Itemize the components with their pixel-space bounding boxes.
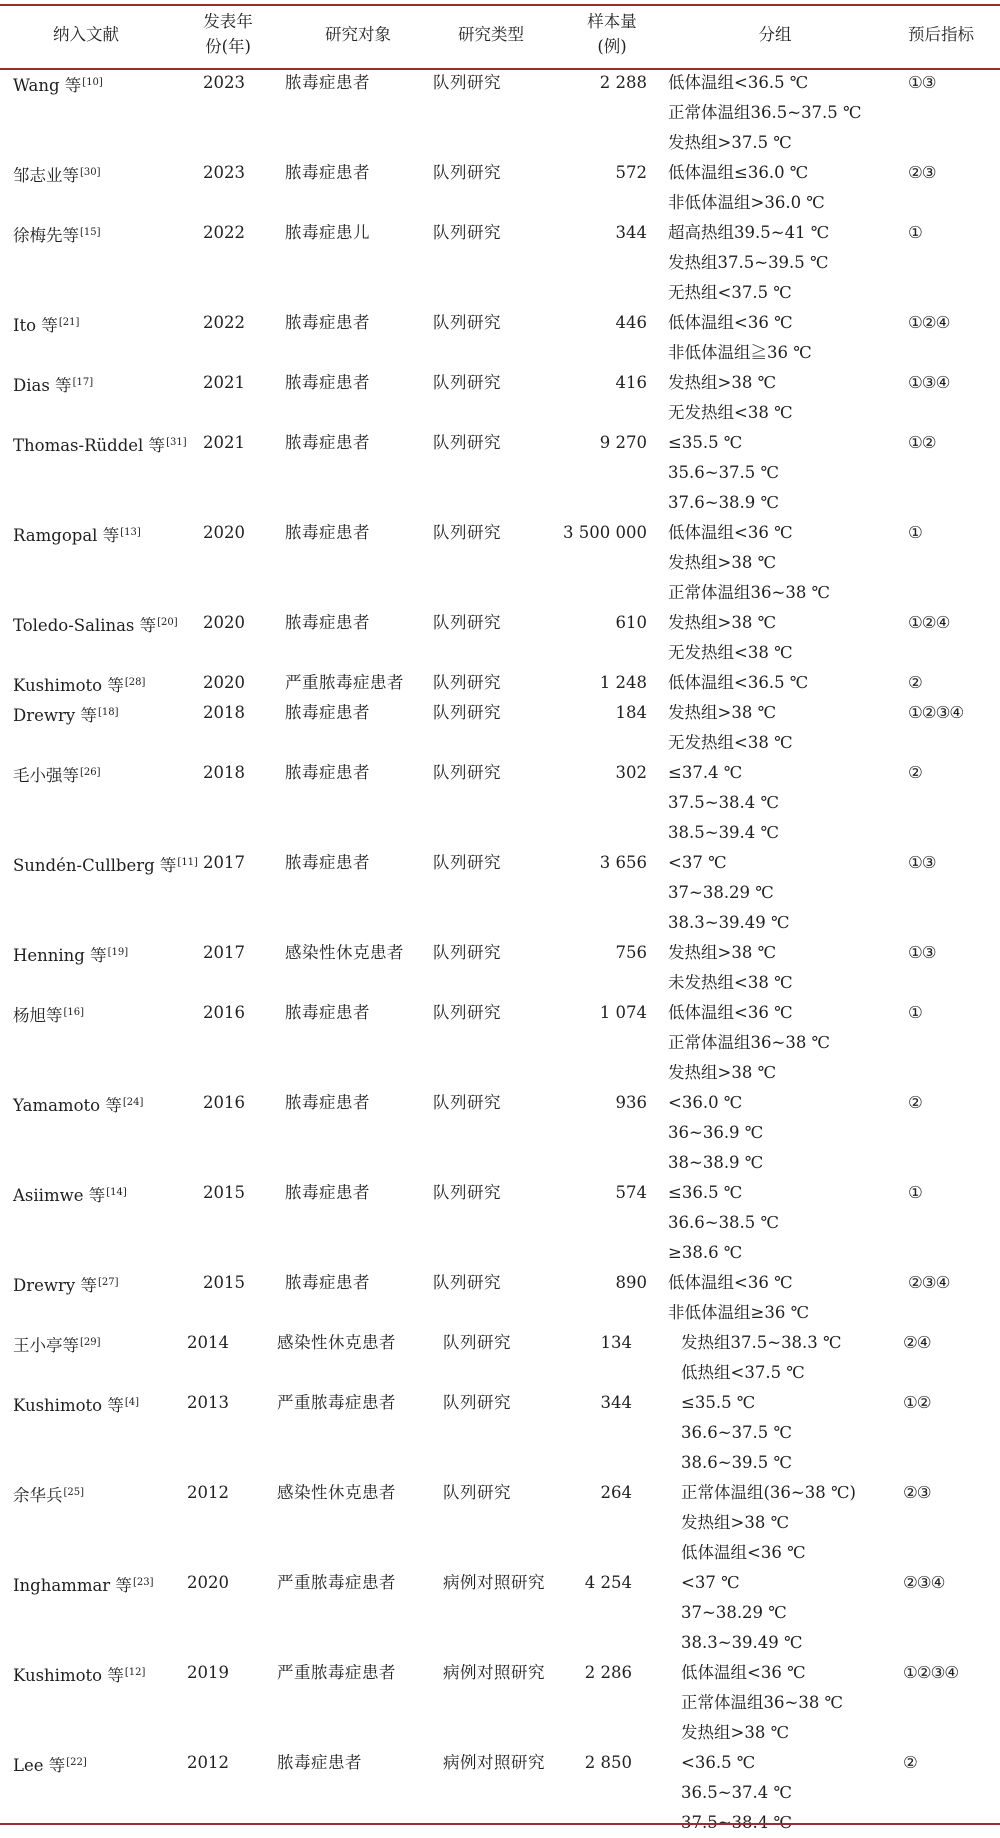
year-cell: 2018: [203, 763, 245, 782]
group-line: 发热组>37.5 ℃: [668, 133, 792, 152]
header-year-line2: 份(年): [205, 37, 251, 56]
prognosis-cell: ①③④: [908, 373, 950, 392]
groups-cell: [668, 608, 793, 668]
study-name: Inghammar 等: [13, 1576, 132, 1595]
year-cell: 2020: [203, 613, 245, 632]
group-line: 发热组>38 ℃: [668, 943, 777, 962]
sample-size-cell: 416: [615, 373, 647, 392]
header-subject: 研究对象: [325, 25, 391, 44]
groups-cell: [668, 698, 793, 758]
sample-size-cell: 1 074: [599, 1003, 647, 1022]
prognosis-cell: ②: [903, 1753, 917, 1772]
subject-cell: 脓毒症患者: [277, 1753, 362, 1772]
sample-size-cell: 572: [615, 163, 647, 182]
reference-citation: [21]: [58, 317, 80, 328]
group-line: 低体温组<36.5 ℃: [668, 673, 809, 692]
group-line: 发热组>38 ℃: [668, 373, 777, 392]
table-row: [0, 1388, 1000, 1478]
group-line: 37.5~38.4 ℃: [668, 793, 780, 812]
study-name: 杨旭等: [13, 1006, 63, 1025]
subject-cell: 感染性休克患者: [285, 943, 404, 962]
groups-cell: [681, 1658, 843, 1748]
reference-citation: [30]: [80, 167, 101, 178]
header-year-line1: 发表年: [203, 12, 253, 31]
sample-size-cell: 2 850: [584, 1753, 632, 1772]
year-cell: 2015: [203, 1183, 245, 1202]
groups-cell: [668, 1178, 779, 1268]
study-cell: [13, 758, 101, 791]
table-header: [0, 0, 1000, 68]
study-type-cell: 队列研究: [433, 433, 501, 452]
year-cell: 2016: [203, 1093, 245, 1112]
table-row: [0, 1088, 1000, 1178]
subject-cell: 感染性休克患者: [277, 1333, 396, 1352]
group-line: 发热组>38 ℃: [668, 1063, 777, 1082]
table-row: [0, 158, 1000, 218]
group-line: 低体温组<36 ℃: [681, 1663, 806, 1682]
prognosis-cell: ①③: [908, 853, 936, 872]
groups-cell: [668, 938, 793, 998]
study-name: Asiimwe 等: [13, 1186, 106, 1205]
year-cell: 2022: [203, 313, 245, 332]
subject-cell: 脓毒症患者: [285, 313, 370, 332]
reference-citation: [14]: [106, 1187, 127, 1198]
groups-cell: [668, 758, 779, 848]
sample-size-cell: 302: [615, 763, 647, 782]
study-type-cell: 队列研究: [433, 523, 501, 542]
group-line: 发热组>38 ℃: [668, 703, 777, 722]
reference-citation: [10]: [82, 77, 103, 88]
reference-citation: [29]: [80, 1337, 101, 1348]
reference-citation: [23]: [132, 1577, 154, 1588]
header-size-line1: 样本量: [587, 12, 637, 31]
study-type-cell: 队列研究: [443, 1483, 511, 1502]
reference-citation: [24]: [122, 1097, 144, 1108]
study-name: Kushimoto 等: [13, 676, 124, 695]
sample-size-cell: 2 286: [584, 1663, 632, 1682]
reference-citation: [27]: [97, 1277, 119, 1288]
table-row: [0, 848, 1000, 938]
study-cell: [13, 218, 101, 251]
study-name: 王小亭等: [13, 1336, 79, 1355]
groups-cell: [668, 68, 862, 158]
year-cell: 2021: [203, 373, 245, 392]
subject-cell: 脓毒症患者: [285, 853, 370, 872]
group-line: 38~38.9 ℃: [668, 1153, 764, 1172]
header-study: 纳入文献: [53, 25, 119, 44]
prognosis-cell: ②③④: [903, 1573, 945, 1592]
study-type-cell: 队列研究: [433, 1093, 501, 1112]
group-line: 正常体温组36~38 ℃: [668, 583, 831, 602]
subject-cell: 脓毒症患者: [285, 613, 370, 632]
table-row: [0, 938, 1000, 998]
group-line: <36.5 ℃: [681, 1753, 756, 1772]
study-cell: [13, 1268, 119, 1301]
header-groups: 分组: [758, 25, 792, 44]
study-type-cell: 队列研究: [433, 853, 501, 872]
reference-citation: [19]: [107, 947, 129, 958]
prognosis-cell: ①②: [908, 433, 936, 452]
sample-size-cell: 890: [615, 1273, 647, 1292]
group-line: 非低体温组≥36 ℃: [668, 1303, 810, 1322]
group-line: 发热组37.5~39.5 ℃: [668, 253, 829, 272]
study-type-cell: 队列研究: [433, 673, 501, 692]
group-line: 正常体温组36~38 ℃: [668, 1033, 831, 1052]
prognosis-cell: ①: [908, 223, 922, 242]
study-name: Lee 等: [13, 1756, 66, 1775]
study-name: Ito 等: [13, 316, 58, 335]
group-line: 低体温组≤36.0 ℃: [668, 163, 809, 182]
year-cell: 2023: [203, 163, 245, 182]
study-type-cell: 队列研究: [443, 1333, 511, 1352]
study-name: 毛小强等: [13, 766, 79, 785]
subject-cell: 脓毒症患者: [285, 1183, 370, 1202]
table-row: [0, 368, 1000, 428]
group-line: 无热组<37.5 ℃: [668, 283, 792, 302]
subject-cell: 脓毒症患者: [285, 763, 370, 782]
sample-size-cell: 446: [615, 313, 647, 332]
group-line: 38.6~39.5 ℃: [681, 1453, 793, 1472]
table-row: [0, 698, 1000, 758]
table-row: [0, 1568, 1000, 1658]
prognosis-cell: ①③: [908, 943, 936, 962]
table-row: [0, 1178, 1000, 1268]
study-name: Kushimoto 等: [13, 1666, 124, 1685]
group-line: ≥38.6 ℃: [668, 1243, 743, 1262]
table-row: [0, 758, 1000, 848]
group-line: 无发热组<38 ℃: [668, 733, 793, 752]
subject-cell: 脓毒症患者: [285, 373, 370, 392]
year-cell: 2019: [187, 1663, 229, 1682]
group-line: 37~38.29 ℃: [681, 1603, 787, 1622]
study-cell: [13, 938, 128, 971]
study-name: Sundén-Cullberg 等: [13, 856, 177, 875]
groups-cell: [668, 518, 830, 608]
reference-citation: [17]: [72, 377, 94, 388]
table-row: [0, 1268, 1000, 1328]
table-row: [0, 518, 1000, 608]
sample-size-cell: 264: [600, 1483, 632, 1502]
sample-size-cell: 1 248: [599, 673, 647, 692]
sample-size-cell: 610: [615, 613, 647, 632]
study-cell: [13, 848, 198, 881]
table-bottom-rule: [0, 1823, 1000, 1825]
study-type-cell: 队列研究: [433, 1183, 501, 1202]
groups-cell: [668, 1268, 809, 1328]
study-type-cell: 队列研究: [433, 73, 501, 92]
sample-size-cell: 4 254: [584, 1573, 632, 1592]
prognosis-cell: ②: [908, 673, 922, 692]
year-cell: 2012: [187, 1753, 229, 1772]
group-line: <37 ℃: [668, 853, 727, 872]
table-row: [0, 998, 1000, 1088]
reference-citation: [11]: [177, 857, 198, 868]
reference-citation: [18]: [97, 707, 119, 718]
prognosis-cell: ①②③④: [908, 703, 964, 722]
subject-cell: 脓毒症患者: [285, 73, 370, 92]
study-cell: [13, 1388, 139, 1421]
group-line: ≤35.5 ℃: [668, 433, 743, 452]
study-cell: [13, 518, 141, 551]
study-name: Kushimoto 等: [13, 1396, 124, 1415]
table-row: [0, 68, 1000, 158]
study-type-cell: 队列研究: [433, 223, 501, 242]
reference-citation: [28]: [124, 677, 146, 688]
subject-cell: 严重脓毒症患者: [277, 1663, 396, 1682]
group-line: 无发热组<38 ℃: [668, 643, 793, 662]
study-type-cell: 队列研究: [433, 1273, 501, 1292]
groups-cell: [668, 668, 808, 698]
group-line: 发热组>38 ℃: [681, 1723, 790, 1742]
subject-cell: 脓毒症患者: [285, 1093, 370, 1112]
groups-cell: [681, 1328, 842, 1388]
group-line: 低热组<37.5 ℃: [681, 1363, 805, 1382]
group-line: 36~36.9 ℃: [668, 1123, 764, 1142]
study-name: Wang 等: [13, 76, 82, 95]
study-cell: [13, 158, 101, 191]
prognosis-cell: ①②③④: [903, 1663, 959, 1682]
group-line: 36.6~37.5 ℃: [681, 1423, 793, 1442]
group-line: 非低体温组>36.0 ℃: [668, 193, 825, 212]
study-name: 余华兵: [13, 1486, 63, 1505]
group-line: 36.6~38.5 ℃: [668, 1213, 780, 1232]
year-cell: 2015: [203, 1273, 245, 1292]
subject-cell: 脓毒症患者: [285, 1003, 370, 1022]
sample-size-cell: 9 270: [599, 433, 647, 452]
reference-citation: [12]: [124, 1667, 146, 1678]
group-line: 低体温组<36 ℃: [668, 1003, 793, 1022]
groups-cell: [668, 368, 793, 428]
prognosis-cell: ①: [908, 523, 922, 542]
prognosis-cell: ①③: [908, 73, 936, 92]
group-line: ≤37.4 ℃: [668, 763, 743, 782]
group-line: 低体温组<36 ℃: [668, 313, 793, 332]
group-line: 非低体温组≧36 ℃: [668, 343, 812, 362]
prognosis-cell: ①②: [903, 1393, 931, 1412]
year-cell: 2018: [203, 703, 245, 722]
groups-cell: [681, 1568, 803, 1658]
study-type-cell: 队列研究: [433, 943, 501, 962]
year-cell: 2017: [203, 943, 245, 962]
study-type-cell: 队列研究: [433, 613, 501, 632]
sample-size-cell: 184: [615, 703, 647, 722]
subject-cell: 脓毒症患者: [285, 523, 370, 542]
year-cell: 2023: [203, 73, 245, 92]
study-type-cell: 队列研究: [433, 763, 501, 782]
year-cell: 2021: [203, 433, 245, 452]
groups-cell: [668, 158, 825, 218]
study-type-cell: 队列研究: [433, 313, 501, 332]
group-line: ≤35.5 ℃: [681, 1393, 756, 1412]
study-cell: [13, 1658, 145, 1691]
study-cell: [13, 368, 93, 401]
study-type-cell: 病例对照研究: [443, 1753, 545, 1772]
group-line: 发热组37.5~38.3 ℃: [681, 1333, 842, 1352]
group-line: 低体温组<36 ℃: [681, 1543, 806, 1562]
year-cell: 2017: [203, 853, 245, 872]
group-line: 正常体温组36.5~37.5 ℃: [668, 103, 862, 122]
study-cell: [13, 998, 84, 1031]
study-name: Thomas-Rüddel 等: [13, 436, 166, 455]
study-cell: [13, 1328, 101, 1361]
group-line: 37.6~38.9 ℃: [668, 493, 780, 512]
prognosis-cell: ②③: [903, 1483, 931, 1502]
reference-citation: [16]: [63, 1007, 85, 1018]
study-cell: [13, 1568, 153, 1601]
sample-size-cell: 344: [615, 223, 647, 242]
groups-cell: [668, 998, 830, 1088]
group-line: 超高热组39.5~41 ℃: [668, 223, 830, 242]
groups-cell: [668, 428, 779, 518]
header-prognosis: 预后指标: [908, 25, 974, 44]
group-line: 发热组>38 ℃: [681, 1513, 790, 1532]
study-name: 邹志业等: [13, 166, 79, 185]
table-row: [0, 608, 1000, 668]
group-line: 低体温组<36.5 ℃: [668, 73, 809, 92]
header-year: [183, 9, 273, 59]
group-line: 发热组>38 ℃: [668, 613, 777, 632]
subject-cell: 脓毒症患儿: [285, 223, 370, 242]
groups-cell: [681, 1388, 792, 1478]
study-cell: [13, 1178, 127, 1211]
subject-cell: 脓毒症患者: [285, 433, 370, 452]
study-type-cell: 队列研究: [433, 373, 501, 392]
study-name: Drewry 等: [13, 706, 97, 725]
prognosis-cell: ②: [908, 763, 922, 782]
reference-citation: [25]: [63, 1487, 85, 1498]
study-cell: [13, 1478, 84, 1511]
subject-cell: 感染性休克患者: [277, 1483, 396, 1502]
prognosis-cell: ②④: [903, 1333, 931, 1352]
subject-cell: 脓毒症患者: [285, 163, 370, 182]
table-row: [0, 428, 1000, 518]
group-line: ≤36.5 ℃: [668, 1183, 743, 1202]
prognosis-cell: ①: [908, 1183, 922, 1202]
groups-cell: [668, 218, 829, 308]
reference-citation: [26]: [80, 767, 101, 778]
group-line: 低体温组<36 ℃: [668, 1273, 793, 1292]
year-cell: 2016: [203, 1003, 245, 1022]
group-line: 36.5~37.4 ℃: [681, 1783, 793, 1802]
study-cell: [13, 68, 103, 101]
group-line: 38.3~39.49 ℃: [668, 913, 790, 932]
table-row: [0, 308, 1000, 368]
group-line: 低体温组<36 ℃: [668, 523, 793, 542]
group-line: 37~38.29 ℃: [668, 883, 774, 902]
group-line: 正常体温组(36~38 ℃): [681, 1483, 856, 1502]
study-type-cell: 病例对照研究: [443, 1663, 545, 1682]
sample-size-cell: 134: [600, 1333, 632, 1352]
study-type-cell: 队列研究: [433, 1003, 501, 1022]
group-line: 未发热组<38 ℃: [668, 973, 793, 992]
prognosis-cell: ②: [908, 1093, 922, 1112]
table-row: [0, 1658, 1000, 1748]
study-type-cell: 病例对照研究: [443, 1573, 545, 1592]
header-type: 研究类型: [458, 25, 524, 44]
subject-cell: 严重脓毒症患者: [277, 1573, 396, 1592]
prognosis-cell: ②③: [908, 163, 936, 182]
groups-cell: [668, 848, 790, 938]
groups-cell: [668, 1088, 763, 1178]
study-cell: [13, 668, 145, 701]
study-cell: [13, 428, 187, 461]
prognosis-cell: ②③④: [908, 1273, 950, 1292]
group-line: 发热组>38 ℃: [668, 553, 777, 572]
study-cell: [13, 1088, 143, 1121]
year-cell: 2012: [187, 1483, 229, 1502]
study-name: Yamamoto 等: [13, 1096, 122, 1115]
group-line: 38.5~39.4 ℃: [668, 823, 780, 842]
study-cell: [13, 1748, 87, 1781]
subject-cell: 严重脓毒症患者: [277, 1393, 396, 1412]
reference-citation: [20]: [157, 617, 178, 628]
year-cell: 2013: [187, 1393, 229, 1412]
sample-size-cell: 2 288: [599, 73, 647, 92]
group-line: 38.3~39.49 ℃: [681, 1633, 803, 1652]
study-cell: [13, 308, 79, 341]
sample-size-cell: 3 500 000: [563, 523, 647, 542]
groups-cell: [668, 308, 812, 368]
year-cell: 2022: [203, 223, 245, 242]
group-line: <36.0 ℃: [668, 1093, 743, 1112]
sample-size-cell: 574: [615, 1183, 647, 1202]
groups-cell: [681, 1478, 856, 1568]
year-cell: 2014: [187, 1333, 229, 1352]
table-row: [0, 218, 1000, 308]
sample-size-cell: 3 656: [599, 853, 647, 872]
reference-citation: [15]: [80, 227, 101, 238]
study-name: Dias 等: [13, 376, 72, 395]
study-type-cell: 队列研究: [443, 1393, 511, 1412]
prognosis-cell: ①②④: [908, 313, 950, 332]
prognosis-cell: ①②④: [908, 613, 950, 632]
study-cell: [13, 608, 178, 641]
study-name: Ramgopal 等: [13, 526, 120, 545]
subject-cell: 严重脓毒症患者: [285, 673, 404, 692]
group-line: 正常体温组36~38 ℃: [681, 1693, 844, 1712]
study-name: Drewry 等: [13, 1276, 97, 1295]
prognosis-cell: ①: [908, 1003, 922, 1022]
study-cell: [13, 698, 119, 731]
group-line: 无发热组<38 ℃: [668, 403, 793, 422]
header-size-line2: (例): [597, 37, 627, 56]
header-size: [570, 9, 654, 59]
study-name: Henning 等: [13, 946, 107, 965]
year-cell: 2020: [203, 523, 245, 542]
subject-cell: 脓毒症患者: [285, 703, 370, 722]
group-line: 35.6~37.5 ℃: [668, 463, 780, 482]
table-row: [0, 1328, 1000, 1388]
subject-cell: 脓毒症患者: [285, 1273, 370, 1292]
sample-size-cell: 756: [615, 943, 647, 962]
study-name: Toledo-Salinas 等: [13, 616, 157, 635]
sample-size-cell: 344: [600, 1393, 632, 1412]
study-type-cell: 队列研究: [433, 163, 501, 182]
sample-size-cell: 936: [615, 1093, 647, 1112]
group-line: <37 ℃: [681, 1573, 740, 1592]
reference-citation: [22]: [66, 1757, 87, 1768]
year-cell: 2020: [187, 1573, 229, 1592]
reference-citation: [4]: [124, 1397, 140, 1408]
year-cell: 2020: [203, 673, 245, 692]
table-row: [0, 668, 1000, 698]
reference-citation: [31]: [166, 437, 187, 448]
study-name: 徐梅先等: [13, 226, 79, 245]
study-type-cell: 队列研究: [433, 703, 501, 722]
table-row: [0, 1478, 1000, 1568]
reference-citation: [13]: [120, 527, 141, 538]
